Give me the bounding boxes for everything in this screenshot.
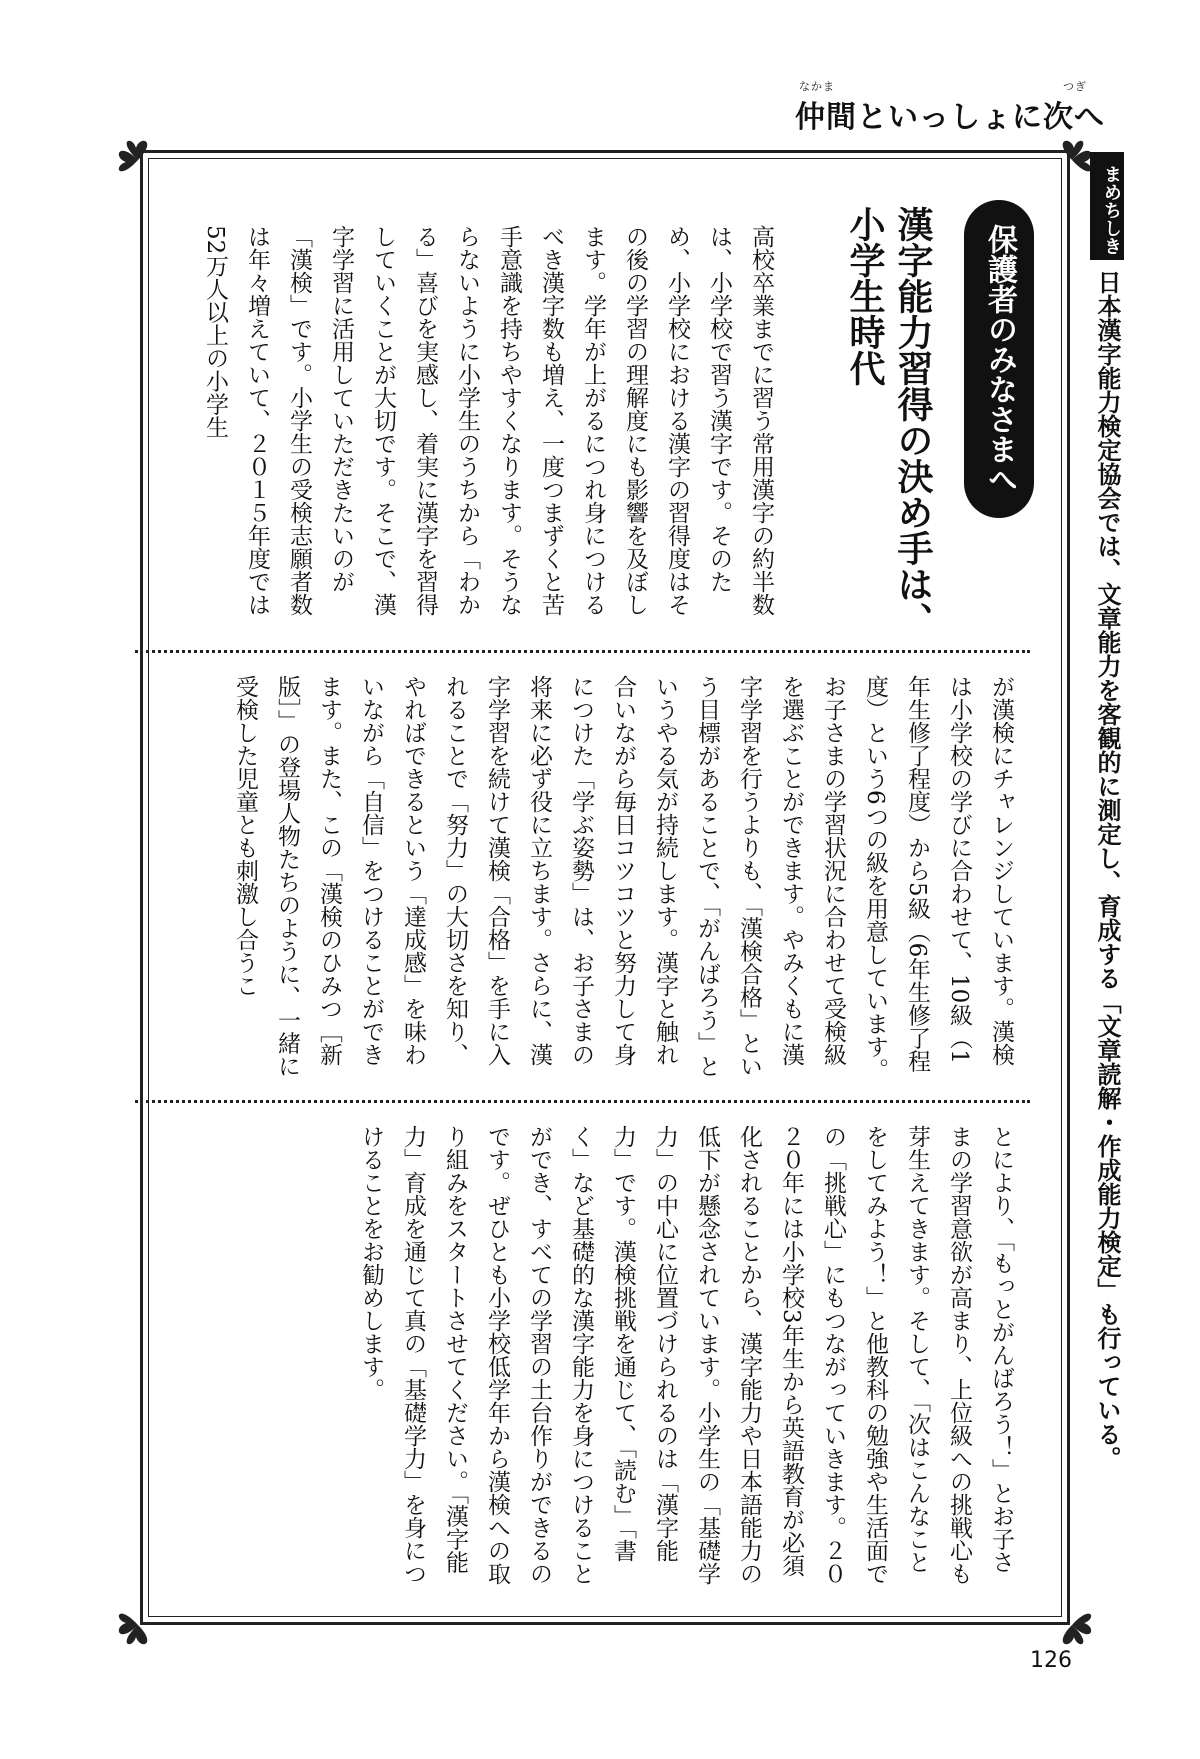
- header-title-text: 仲間といっしょに次へ: [795, 100, 1105, 135]
- article-section-1: 高校卒業までに習う常用漢字の約半数は、小学校で習う漢字です。そのため、小学校における漢字の習得度はその後の学習の理解度にも影響を及ぼします。学年が上がるにつれ身につけるべき漢字数も増え、一度つまずくと苦手意識を持ちやすくなります。そうならないように小学生のうちから「わかる」喜びを実感し、着実に漢字を習得していくことが大切です。そこで、漢字学習に活用していただきたいのが「漢検」です。小学生の受検志願者数は年々増えていて、２０１５年度では52万人以上の小学生: [202, 225, 774, 616]
- side-note-tab: まめちしき: [1090, 152, 1124, 260]
- section-divider-2: [135, 1100, 1030, 1103]
- side-note-text: 日本漢字能力検定協会では、文章能力を客観的に測定し、育成する「文章読解・作成能力検定」も行っている。: [1093, 270, 1121, 1470]
- ruby-nakama: なかま: [799, 80, 835, 93]
- ruby-tsugi: つぎ: [1063, 80, 1087, 93]
- page-number: 126: [1030, 1648, 1072, 1673]
- corner-ornament-bottom-right: [1042, 1595, 1102, 1655]
- article-banner: 保護者のみなさまへ: [964, 200, 1034, 518]
- article-section-2: が漢検にチャレンジしています。漢検は小学校の学びに合わせて、10級（1年生修了程度）から5級（6年生修了程度）という6つの級を用意しています。お子さまの学習状況に合わせて受検級を選ぶことができます。やみくもに漢字学習を行うよりも、「漢検合格」という目標があることで、「がんばろう」というやる気が持続します。漢字と触れ合いながら毎日コツコツと努力して身につけた「学ぶ姿勢」は、お子さまの将来に必ず役に立ちます。さらに、漢字学習を続けて漢検「合格」を手に入れることで「努力」の大切さを知り、やればできるという「達成感」を味わいながら「自信」をつけることができます。また、この「漢検のひみつ［新版］」の登場人物たちのように、一緒に受検した児童とも刺激し合うこ: [232, 675, 1014, 1081]
- corner-ornament-bottom-left: [108, 1595, 168, 1655]
- article-headline: 漢字能力習得の決め手は、小学生時代: [844, 206, 933, 638]
- article-section-3: とにより、「もっとがんばろう！」とお子さまの学習意欲が高まり、上位級への挑戦心も芽生えてきます。そして、「次はこんなことをしてみよう！」と他教科の勉強や生活面での「挑戦心」にもつながっていきます。２０２０年には小学校3年生から英語教育が必須化されることから、漢字能力や日本語能力の低下が懸念されています。小学生の「基礎学力」の中心に位置づけられるのは「漢字能力」です。漢検挑戦を通じて、「読む」「書く」など基礎的な漢字能力を身につけることができ、すべての学習の土台作りができるのです。ぜひとも小学校低学年から漢検への取り組みをスタートさせてください。「漢字能力」育成を通じて真の「基礎学力」を身につけることをお勧めします。: [358, 1125, 1014, 1585]
- corner-ornament-top-left: [108, 130, 168, 190]
- section-divider-1: [135, 650, 1030, 653]
